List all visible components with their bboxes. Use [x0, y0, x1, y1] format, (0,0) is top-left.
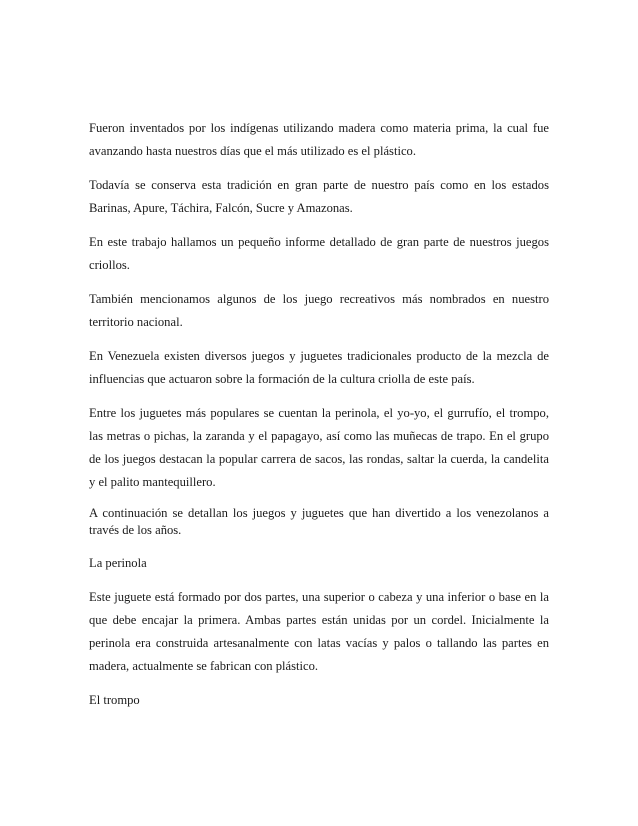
heading-perinola: La perinola: [89, 556, 147, 570]
paragraph-origin: Fueron inventados por los indígenas utilizando madera como materia prima, la cual fue avanzando hasta nuestros días que el más utilizado es el plástico.: [89, 121, 549, 158]
paragraph-venezuela: En Venezuela existen diversos juegos y juguetes tradicionales producto de la mezcla de influencias que actuaron sobre la formación de la cultura criolla de este país.: [89, 349, 549, 386]
paragraph-tradition: Todavía se conserva esta tradición en gran parte de nuestro país como en los estados Barinas, Apure, Táchira, Falcón, Sucre y Amazonas.: [89, 178, 549, 215]
heading-trompo: El trompo: [89, 693, 140, 707]
paragraph-recreational: También mencionamos algunos de los juego recreativos más nombrados en nuestro territorio nacional.: [89, 292, 549, 329]
document-body: [89, 117, 549, 723]
paragraph-intro-list: A continuación se detallan los juegos y juguetes que han divertido a los venezolanos a través de los años.: [89, 506, 549, 537]
paragraph-report: En este trabajo hallamos un pequeño informe detallado de gran parte de nuestros juegos criollos.: [89, 235, 549, 272]
paragraph-popular-toys: Entre los juguetes más populares se cuentan la perinola, el yo-yo, el gurrufío, el trompo, las metras o pichas, la zaranda y el papagayo, así como las muñecas de trapo. En el grupo de los juegos destacan la popular carrera de sacos, las rondas, saltar la cuerda, la candelita y el palito mantequillero.: [89, 406, 549, 489]
paragraph-perinola: Este juguete está formado por dos partes, una superior o cabeza y una inferior o base en la que debe encajar la primera. Ambas partes están unidas por un cordel. Inicialmente la perinola era construida artesanalmente con latas vacías y palos o tallando las partes en madera, actualmente se fabrican con plástico.: [89, 590, 549, 673]
